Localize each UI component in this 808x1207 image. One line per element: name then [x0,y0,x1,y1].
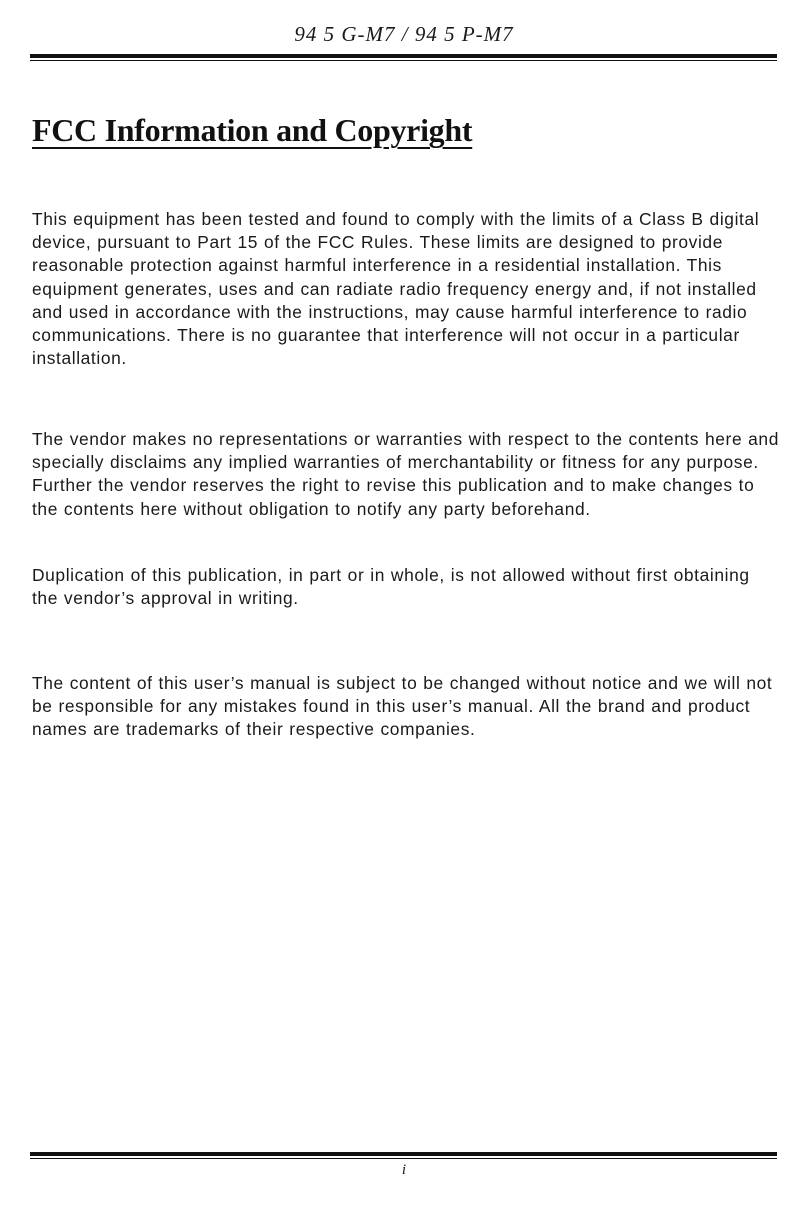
header-divider [30,54,777,61]
fcc-compliance-paragraph: This equipment has been tested and found to comply with the limits of a Class B digital device, pursuant to Part 15 of the FCC Rules. These limits are designed to provide reasonable protection against harmful interference in a residential installation. This equipment generates, uses and can radiate radio frequency energy and, if not installed and used in accordance with the instructions, may cause harmful interference to radio communications. There is no guarantee that interference will not occur in a particular installation. [32,209,760,369]
header-model-title: 94 5 G-M7 / 94 5 P-M7 [294,22,514,46]
page-title: FCC Information and Copyright [32,112,473,148]
content-change-notice-paragraph: The content of this user’s manual is subject to be changed without notice and we will not be responsible for any mistakes found in this user’s manual. All the brand and product names are trademarks of their respective companies. [32,673,773,740]
warranty-disclaimer-paragraph: The vendor makes no representations or warranties with respect to the contents here and specially disclaims any implied warranties of merchantability or fitness for any purpose. Further the vendor reserves the right to revise this publication and to make changes to the contents here without obligation to notify any party beforehand. [32,429,779,519]
page-number: i [401,1162,407,1178]
duplication-notice-paragraph: Duplication of this publication, in part or in whole, is not allowed without first obtaining the vendor’s approval in writing. [32,565,750,609]
footer-divider [30,1152,777,1159]
